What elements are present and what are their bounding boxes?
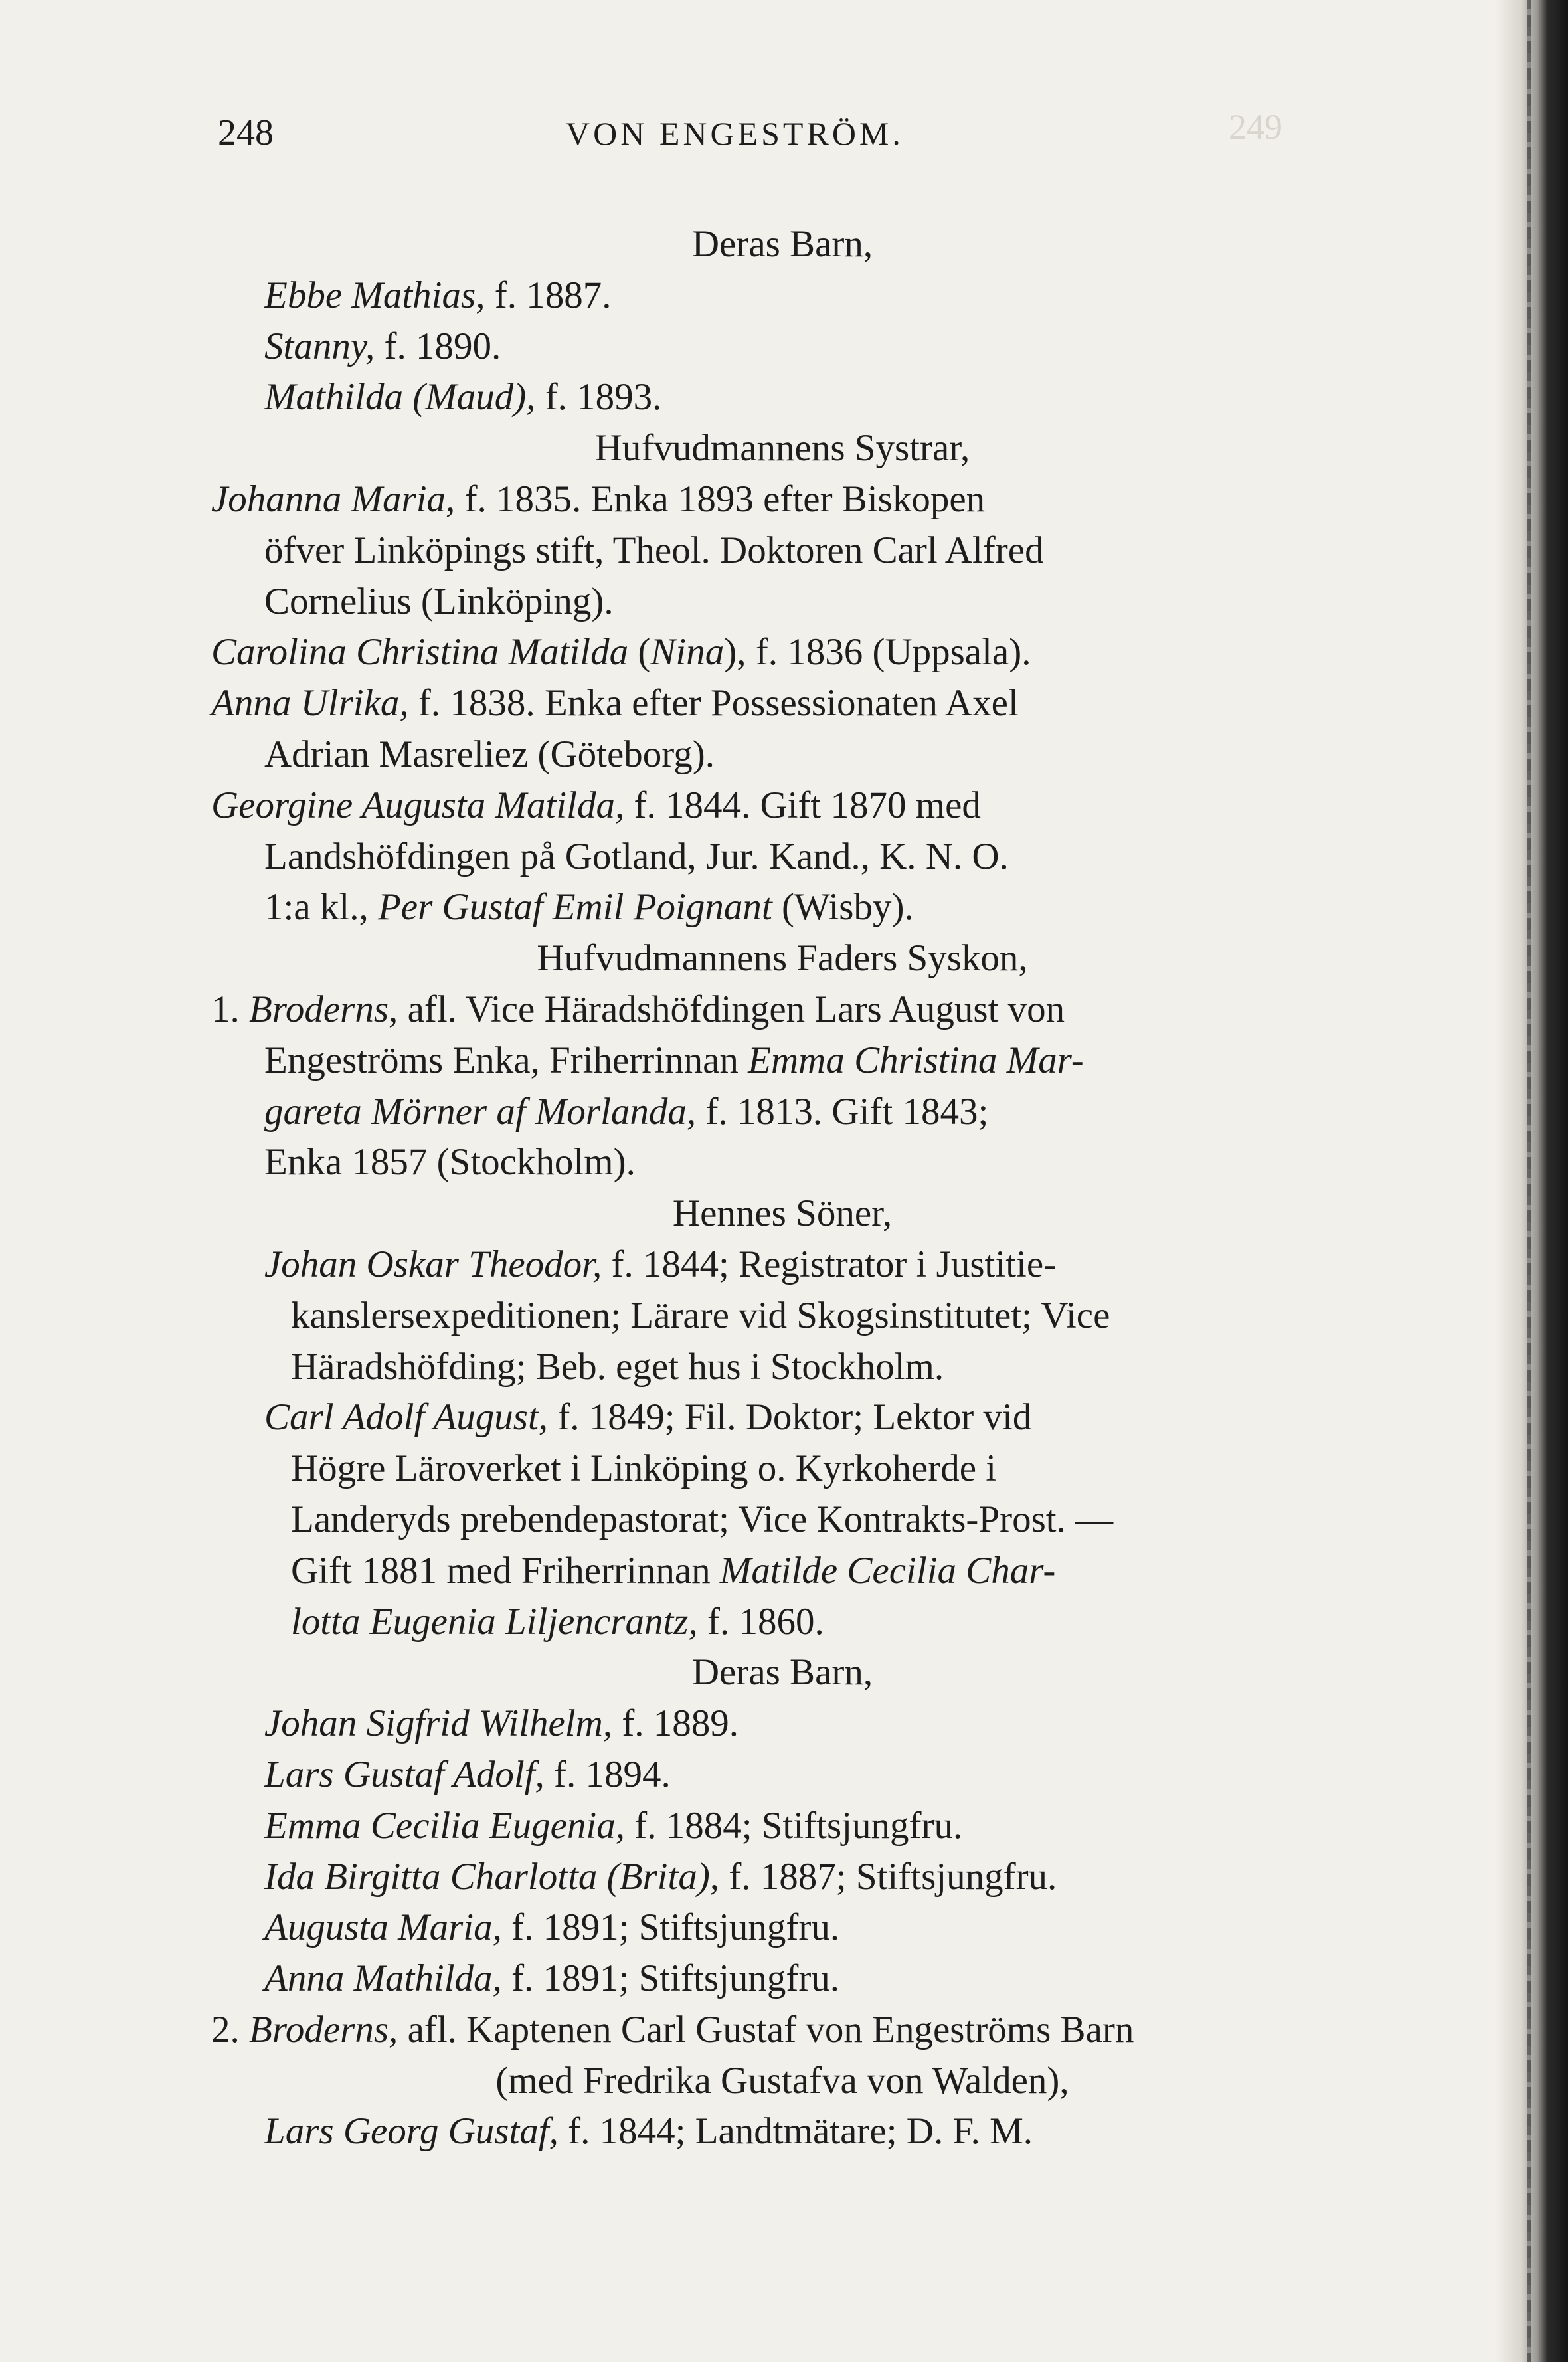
person-name: gareta Mörner af Morlanda, xyxy=(264,1090,697,1133)
text-run: f. 1884; Stiftsjungfru. xyxy=(624,1804,963,1847)
person-name: Nina xyxy=(650,631,725,674)
page-number: 248 xyxy=(218,112,274,153)
person-name: Broderns, xyxy=(249,2008,398,2050)
text-run: kanslersexpeditionen; Lärare vid Skogsinstitutet; Vice xyxy=(291,1294,1110,1336)
text-run: (Wisby). xyxy=(772,886,914,929)
text-run: Hufvudmannens Systrar, xyxy=(594,427,970,470)
text-line xyxy=(211,780,1353,832)
text-run: Enka 1857 (Stockholm). xyxy=(264,1141,636,1184)
text-line xyxy=(211,372,1353,423)
text-line xyxy=(211,1750,1353,1801)
text-run: f. 1891; Stiftsjungfru. xyxy=(501,1957,840,2000)
person-name: Lars Georg Gustaf, xyxy=(264,2110,559,2153)
text-run: f. 1887; Stiftsjungfru. xyxy=(719,1855,1057,1898)
text-line xyxy=(211,627,1353,678)
text-run: Deras Barn, xyxy=(691,223,873,265)
person-name: Stanny, xyxy=(264,325,375,367)
text-line xyxy=(211,1852,1353,1903)
text-line xyxy=(211,678,1353,729)
text-line xyxy=(211,270,1353,321)
text-line xyxy=(211,1953,1353,2005)
section-heading xyxy=(211,219,1353,270)
text-run: Gift 1881 med Friherrinnan xyxy=(291,1549,720,1591)
text-run: Adrian Masreliez (Göteborg). xyxy=(264,733,715,775)
text-line xyxy=(211,2005,1353,2056)
text-line xyxy=(211,525,1353,577)
text-line xyxy=(211,1239,1353,1291)
text-run: afl. Vice Häradshöfdingen Lars August von xyxy=(398,988,1065,1030)
text-run: f. 1813. Gift 1843; xyxy=(696,1090,989,1133)
text-run: f. 1849; Fil. Doktor; Lektor vid xyxy=(548,1396,1032,1439)
section-heading xyxy=(211,933,1353,984)
text-line xyxy=(211,474,1353,525)
text-run: Hufvudmannens Faders Syskon, xyxy=(537,937,1028,980)
person-name: Matilde Cecilia Char- xyxy=(719,1549,1056,1591)
person-name: lotta Eugenia Liljencrantz, xyxy=(291,1600,698,1643)
text-line xyxy=(211,832,1353,883)
section-heading xyxy=(211,2056,1353,2107)
text-line xyxy=(211,1443,1353,1495)
person-name: Lars Gustaf Adolf, xyxy=(264,1753,545,1795)
text-run: 1:a kl., xyxy=(264,886,378,929)
text-run: Engeströms Enka, Friherrinnan xyxy=(264,1039,748,1081)
text-run: f. 1835. Enka 1893 efter Biskopen xyxy=(455,478,986,520)
text-line xyxy=(211,1495,1353,1546)
text-line xyxy=(211,321,1353,373)
text-line xyxy=(211,1342,1353,1393)
text-line xyxy=(211,729,1353,780)
text-run: afl. Kaptenen Carl Gustaf von Engeströms Barn xyxy=(398,2008,1134,2050)
section-heading xyxy=(211,423,1353,474)
text-line xyxy=(211,1698,1353,1750)
text-run: f. 1844. Gift 1870 med xyxy=(624,784,981,826)
text-run: Cornelius (Linköping). xyxy=(264,580,614,622)
person-name: Emma Christina Mar- xyxy=(748,1039,1084,1081)
text-run: f. 1889. xyxy=(612,1702,739,1745)
text-line xyxy=(211,577,1353,628)
text-line xyxy=(211,1801,1353,1852)
person-name: Georgine Augusta Matilda, xyxy=(211,784,625,826)
text-run: f. 1887. xyxy=(485,274,612,316)
text-run: ), f. 1836 (Uppsala). xyxy=(724,631,1031,674)
text-run: f. 1893. xyxy=(535,376,662,418)
text-line xyxy=(211,882,1353,933)
person-name: Anna Ulrika, xyxy=(211,682,409,725)
person-name: Broderns, xyxy=(249,988,398,1030)
text-run: f. 1894. xyxy=(544,1753,671,1795)
person-name: Johan Oskar Theodor, xyxy=(264,1243,602,1285)
text-run: 1. xyxy=(211,988,249,1030)
person-name: Johanna Maria, xyxy=(211,478,456,520)
text-line xyxy=(211,1137,1353,1188)
text-line xyxy=(211,2106,1353,2157)
person-name: Johan Sigfrid Wilhelm, xyxy=(264,1702,613,1745)
text-run: Landshöfdingen på Gotland, Jur. Kand., K. N. O. xyxy=(264,835,1009,877)
person-name: Per Gustaf Emil Poignant xyxy=(377,886,772,929)
running-head: VON ENGESTRÖM. xyxy=(566,115,904,152)
text-run: Deras Barn, xyxy=(691,1651,873,1694)
page-header xyxy=(0,112,1568,165)
section-heading xyxy=(211,1647,1353,1698)
text-run: ( xyxy=(628,631,651,674)
text-line xyxy=(211,1902,1353,1953)
page-body xyxy=(211,219,1353,2157)
text-line xyxy=(211,1392,1353,1443)
text-run: f. 1844; Landtmätare; D. F. M. xyxy=(558,2110,1033,2153)
person-name: Anna Mathilda, xyxy=(264,1957,502,2000)
text-line xyxy=(211,1036,1353,1087)
text-run: (med Fredrika Gustafva von Walden), xyxy=(495,2059,1069,2102)
person-name: Mathilda (Maud), xyxy=(264,376,536,418)
text-run: f. 1844; Registrator i Justitie- xyxy=(602,1243,1057,1285)
text-run: Hennes Söner, xyxy=(672,1192,893,1235)
text-run: öfver Linköpings stift, Theol. Doktoren Carl Alfred xyxy=(264,529,1044,571)
text-run: f. 1838. Enka efter Possessionaten Axel xyxy=(408,682,1019,725)
person-name: Carolina Christina Matilda xyxy=(211,631,629,674)
text-run: f. 1860. xyxy=(697,1600,824,1643)
section-heading xyxy=(211,1188,1353,1239)
text-run: 2. xyxy=(211,2008,249,2050)
text-run: f. 1891; Stiftsjungfru. xyxy=(501,1906,840,1949)
person-name: Augusta Maria, xyxy=(264,1906,502,1949)
text-run: f. 1890. xyxy=(375,325,501,367)
text-run: Häradshöfding; Beb. eget hus i Stockholm. xyxy=(291,1345,944,1388)
person-name: Emma Cecilia Eugenia, xyxy=(264,1804,625,1847)
text-run: Landeryds prebendepastorat; Vice Kontrakts-Prost. — xyxy=(291,1498,1114,1540)
text-line xyxy=(211,1087,1353,1138)
text-run: Högre Läroverket i Linköping o. Kyrkoherde i xyxy=(291,1447,997,1490)
text-line xyxy=(211,1546,1353,1597)
book-spine-edge xyxy=(1495,0,1568,2362)
bleed-through-page-number: 249 xyxy=(1229,107,1282,147)
text-line xyxy=(211,1291,1353,1342)
text-line xyxy=(211,984,1353,1036)
person-name: Carl Adolf August, xyxy=(264,1396,549,1439)
person-name: Ebbe Mathias, xyxy=(264,274,485,316)
person-name: Ida Birgitta Charlotta (Brita), xyxy=(264,1855,720,1898)
text-line xyxy=(211,1597,1353,1648)
